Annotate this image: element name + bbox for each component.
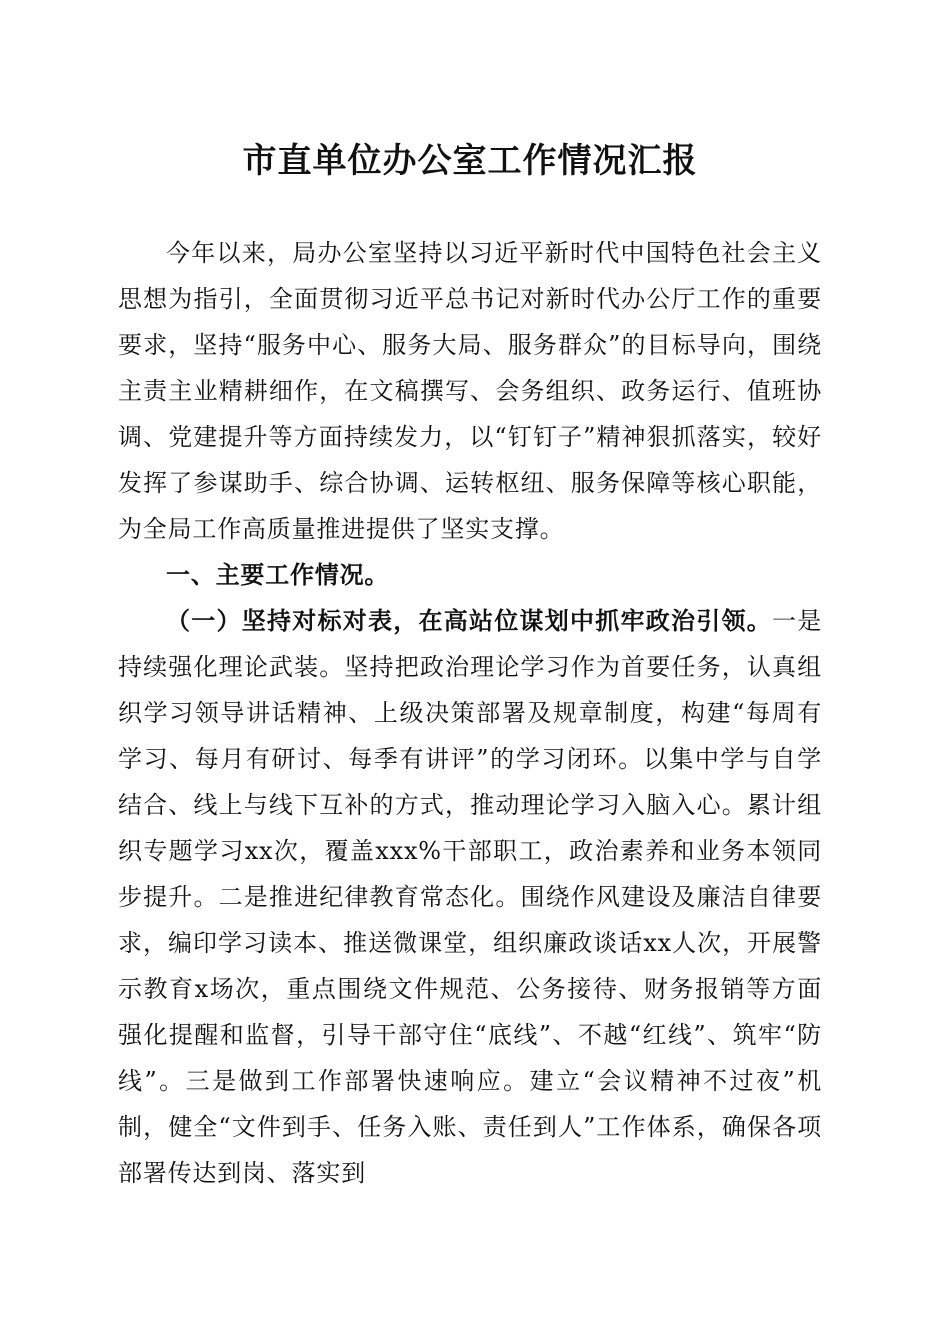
document-body (118, 230, 822, 1196)
document-title: 市直单位办公室工作情况汇报 (242, 141, 698, 181)
intro-paragraph: 今年以来，局办公室坚持以习近平新时代中国特色社会主义思想为指引，全面贯彻习近平总书记对新时代办公厅工作的重要要求，坚持“服务中心、服务大局、服务群众”的目标导向，围绕主责主业精耕细作，在文稿撰写、会务组织、政务运行、值班协调、党建提升等方面持续发力，以“钉钉子”精神狠抓落实，较好发挥了参谋助手、综合协调、运转枢纽、服务保障等核心职能，为全局工作高质量推进提供了坚实支撑。 (118, 239, 822, 543)
subsection-paragraph-1 (118, 598, 822, 1196)
document-page (118, 0, 822, 1344)
subsection-heading-1: （一）坚持对标对表，在高站位谋划中抓牢政治引领。 (166, 606, 772, 635)
subsection-body-1: 一是持续强化理论武装。坚持把政治理论学习作为首要任务，认真组织学习领导讲话精神、上级决策部署及规章制度，构建“每周有学习、每月有研讨、每季有讲评”的学习闭环。以集中学与自学结合、线上与线下互补的方式，推动理论学习入脑入心。累计组织专题学习xx次，覆盖xxx%干部职工，政治素养和业务本领同步提升。二是推进纪律教育常态化。围绕作风建设及廉洁自律要求，编印学习读本、推送微课堂，组织廉政谈话xx人次，开展警示教育x场次，重点围绕文件规范、公务接待、财务报销等方面强化提醒和监督，引导干部守住“底线”、不越“红线”、筑牢“防线”。三是做到工作部署快速响应。建立“会议精神不过夜”机制，健全“文件到手、任务入账、责任到人”工作体系，确保各项部署传达到岗、落实到 (118, 607, 823, 1187)
section-heading-main-work: 一、主要工作情况。 (166, 561, 390, 589)
